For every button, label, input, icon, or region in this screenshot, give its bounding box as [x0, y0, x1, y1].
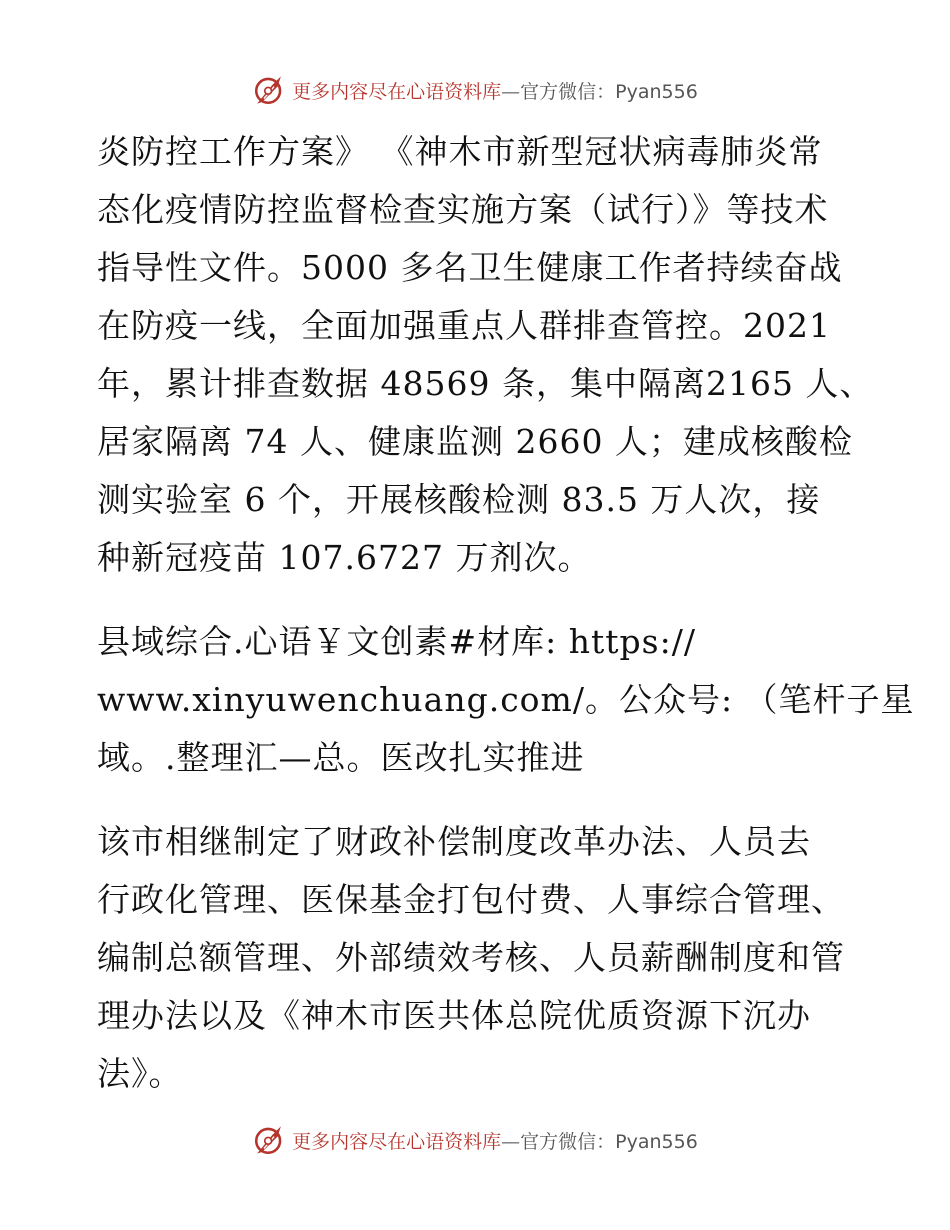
text-line: 该市相继制定了财政补偿制度改革办法、人员去 — [97, 822, 811, 861]
text-line: 县域综合.心语￥文创素#材库: https:// — [97, 622, 696, 661]
header-separator: — — [501, 80, 521, 103]
text-line: 法》。 — [97, 1054, 183, 1093]
text-line: 年，累计排查数据 48569 条，集中隔离2165 人、 — [97, 364, 874, 403]
text-line: 指导性文件。5000 多名卫生健康工作者持续奋战 — [97, 248, 843, 287]
quill-pen-logo-icon — [252, 73, 286, 107]
text-line: 在防疫一线，全面加强重点人群排查管控。2021 — [97, 306, 831, 345]
footer-separator: — — [501, 1130, 521, 1153]
text-line: 态化疫情防控监督检查实施方案（试行）》等技术 — [97, 190, 829, 229]
text-line: 测实验室 6 个，开展核酸检测 83.5 万人次，接 — [97, 480, 821, 519]
document-body — [97, 123, 915, 1103]
paragraph-source-note — [97, 613, 915, 787]
text-line: 理办法以及《神木市医共体总院优质资源下沉办 — [97, 996, 811, 1035]
footer-banner-text — [292, 1127, 698, 1154]
text-line: 行政化管理、医保基金打包付费、人事综合管理、 — [97, 880, 845, 919]
header-main-text: 更多内容尽在心语资料库 — [292, 80, 502, 103]
footer-wechat-text: 官方微信：Pyan556 — [520, 1130, 698, 1153]
text-line: 居家隔离 74 人、健康监测 2660 人；建成核酸检 — [97, 422, 853, 461]
text-line: 炎防控工作方案》 《神木市新型冠状病毒肺炎常 — [97, 132, 823, 171]
text-line: 域。.整理汇—总。医改扎实推进 — [97, 738, 585, 777]
header-banner — [0, 70, 950, 110]
text-line: www.xinyuwenchuang.com/。公众号: （笔杆子星 — [97, 680, 915, 719]
paragraph-epidemic-control — [97, 123, 874, 587]
header-wechat-text: 官方微信：Pyan556 — [520, 80, 698, 103]
paragraph-medical-reform — [97, 813, 857, 1103]
text-line: 种新冠疫苗 107.6727 万剂次。 — [97, 538, 592, 577]
header-banner-text — [292, 77, 698, 104]
text-line: 编制总额管理、外部绩效考核、人员薪酬制度和管 — [97, 938, 845, 977]
footer-banner — [0, 1120, 950, 1160]
footer-main-text: 更多内容尽在心语资料库 — [292, 1130, 502, 1153]
quill-pen-logo-icon — [252, 1123, 286, 1157]
